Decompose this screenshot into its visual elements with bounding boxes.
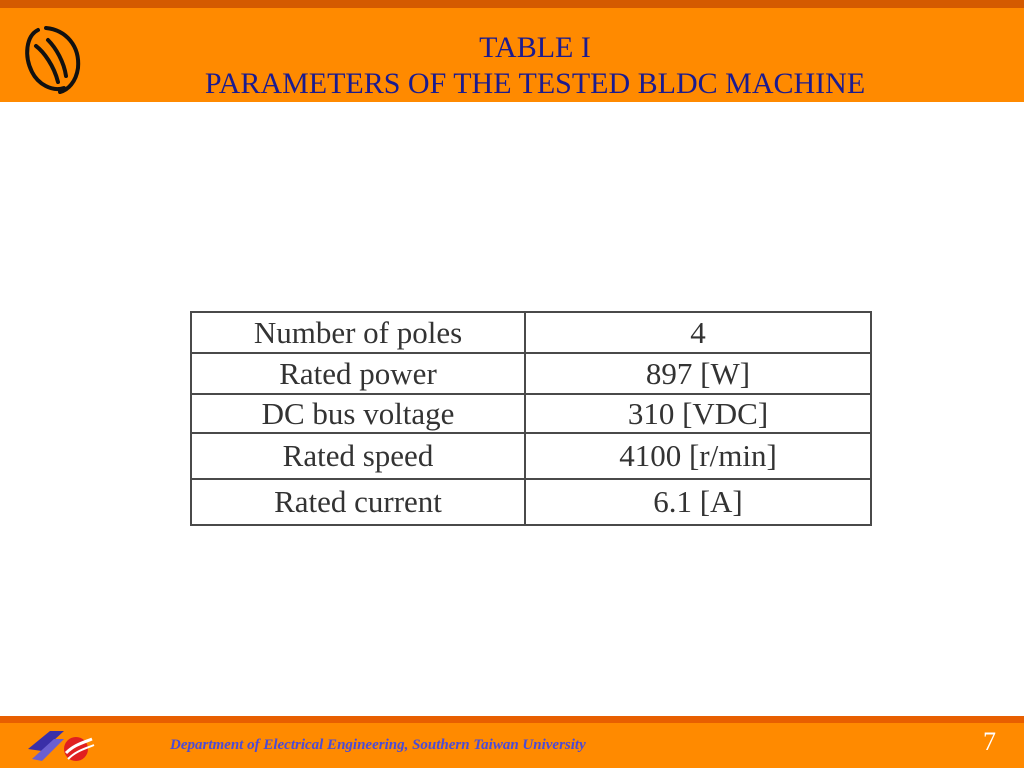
table-row [191, 312, 871, 353]
parameter-value: 310 [VDC] [525, 394, 871, 433]
parameters-table [190, 311, 872, 526]
page-number: 7 [983, 727, 996, 756]
header-top-strip [0, 0, 1024, 8]
slide-header [0, 8, 1024, 102]
table-row [191, 353, 871, 394]
slide-title [110, 30, 960, 102]
department-name: Department of Electrical Engineering, Southern Taiwan University [170, 737, 586, 753]
parameter-value: 4 [525, 312, 871, 353]
table-caption: TABLE I [479, 31, 591, 64]
parameter-name: Rated current [191, 479, 525, 525]
parameter-name: Rated power [191, 353, 525, 394]
parameter-name: DC bus voltage [191, 394, 525, 433]
table-row [191, 479, 871, 525]
table-row [191, 394, 871, 433]
parameter-name: Number of poles [191, 312, 525, 353]
parameter-name: Rated speed [191, 433, 525, 479]
footer-top-strip [0, 716, 1024, 723]
parameter-value: 6.1 [A] [525, 479, 871, 525]
slide-footer [0, 723, 1024, 768]
parameter-value: 897 [W] [525, 353, 871, 394]
department-logo-icon [24, 729, 100, 763]
university-emblem-icon [18, 22, 84, 98]
parameter-value: 4100 [r/min] [525, 433, 871, 479]
table-row [191, 433, 871, 479]
table-title: PARAMETERS OF THE TESTED BLDC MACHINE [204, 67, 866, 100]
